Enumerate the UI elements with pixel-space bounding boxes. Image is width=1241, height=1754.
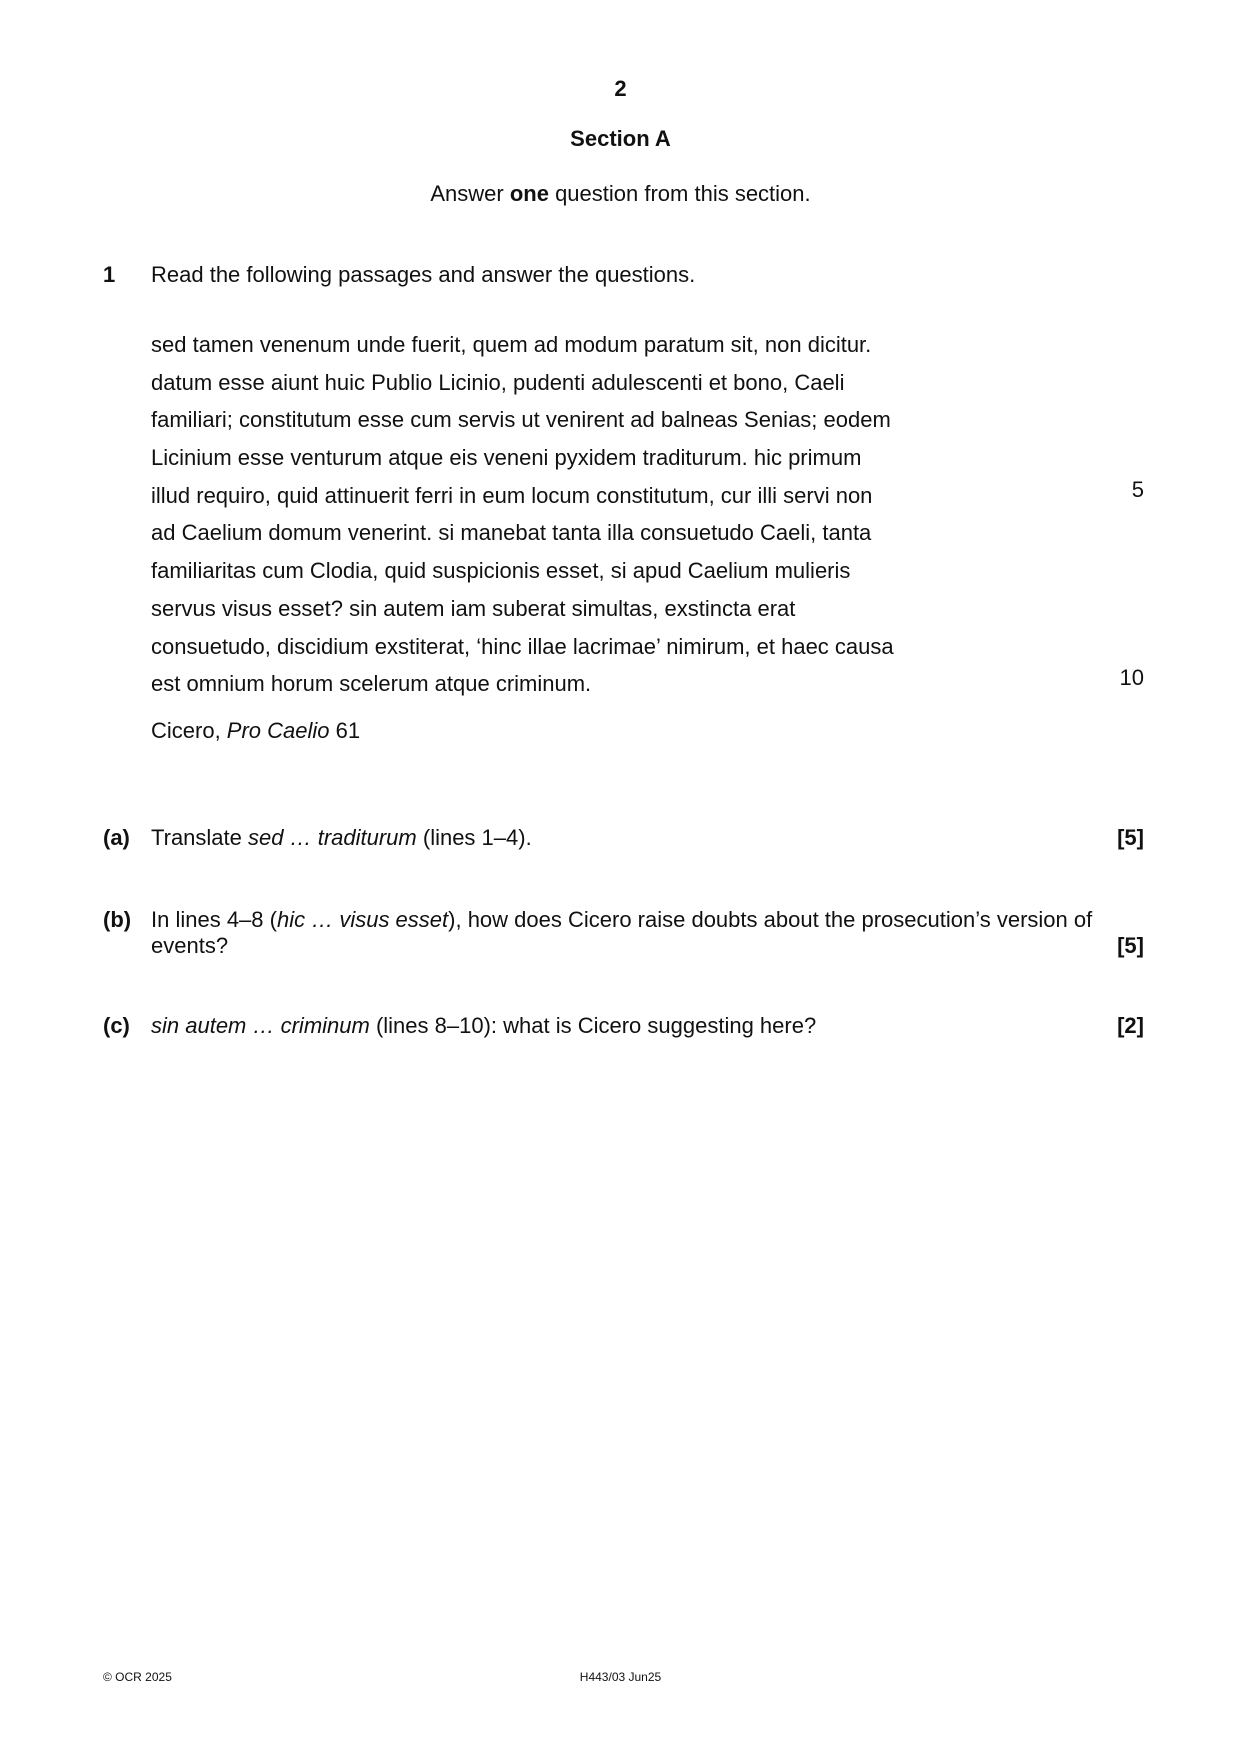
line-number-10: 10 bbox=[1119, 665, 1144, 690]
question-intro: Read the following passages and answer the questions. bbox=[151, 262, 696, 287]
line-number-5: 5 bbox=[1131, 477, 1144, 502]
part-b-label: (b) bbox=[103, 907, 132, 932]
part-c-latin: sin autem … criminum bbox=[151, 1013, 370, 1038]
source-work: Pro Caelio bbox=[226, 718, 330, 743]
passage-line: servus visus esset? sin autem iam suberat simultas, exstincta erat bbox=[151, 595, 796, 621]
part-a-text-start: Translate bbox=[151, 825, 249, 850]
passage-source bbox=[151, 718, 360, 744]
page-number: 2 bbox=[614, 76, 627, 101]
part-c-text bbox=[151, 1013, 1136, 1039]
part-a-label: (a) bbox=[103, 825, 130, 850]
part-b-text-start: In lines 4–8 ( bbox=[151, 907, 277, 932]
passage-line: familiari; constitutum esse cum servis ut venirent ad balneas Senias; eodem bbox=[151, 407, 891, 433]
passage-line: datum esse aiunt huic Publio Licinio, pudenti adulescenti et bono, Caeli bbox=[151, 369, 845, 395]
source-author: Cicero, bbox=[151, 718, 227, 743]
part-b-text bbox=[151, 907, 1136, 959]
part-a-text bbox=[151, 825, 1136, 851]
passage-line: illud requiro, quid attinuerit ferri in eum locum constitutum, cur illi servi non bbox=[151, 482, 873, 508]
latin-passage bbox=[151, 326, 951, 703]
passage-line: sed tamen venenum unde fuerit, quem ad modum paratum sit, non dicitur. bbox=[151, 332, 872, 357]
part-b-text-end: ), how does Cicero raise doubts about the prosecution’s version of events? bbox=[151, 907, 1093, 958]
instruction-text-start: Answer bbox=[430, 181, 510, 206]
part-b-marks: [5] bbox=[1117, 933, 1144, 958]
part-b-latin: hic … visus esset bbox=[276, 907, 449, 932]
passage-line: est omnium horum scelerum atque criminum. bbox=[151, 671, 592, 697]
passage-line: ad Caelium domum venerint. si manebat tanta illa consuetudo Caeli, tanta bbox=[151, 520, 872, 546]
part-a-text-end: (lines 1–4). bbox=[416, 825, 532, 850]
source-reference: 61 bbox=[329, 718, 361, 743]
passage-line: familiaritas cum Clodia, quid suspicionis esset, si apud Caelium mulieris bbox=[151, 558, 851, 584]
instruction-text-end: question from this section. bbox=[548, 181, 811, 206]
part-a-marks: [5] bbox=[1117, 825, 1144, 850]
instruction-emphasis: one bbox=[509, 181, 549, 206]
part-c-label: (c) bbox=[103, 1013, 130, 1038]
passage-line: Licinium esse venturum atque eis veneni pyxidem traditurum. hic primum bbox=[151, 445, 862, 471]
part-c-marks: [2] bbox=[1117, 1013, 1144, 1038]
section-title: Section A bbox=[570, 126, 671, 151]
question-number: 1 bbox=[103, 262, 116, 287]
footer-copyright: © OCR 2025 bbox=[103, 1670, 172, 1684]
footer-paper-code: H443/03 Jun25 bbox=[579, 1670, 662, 1684]
part-c-text-end: (lines 8–10): what is Cicero suggesting here? bbox=[369, 1013, 817, 1038]
passage-line: consuetudo, discidium exstiterat, ‘hinc illae lacrimae’ nimirum, et haec causa bbox=[151, 633, 894, 659]
part-a-latin: sed … traditurum bbox=[248, 825, 417, 850]
section-instruction bbox=[0, 181, 1241, 207]
